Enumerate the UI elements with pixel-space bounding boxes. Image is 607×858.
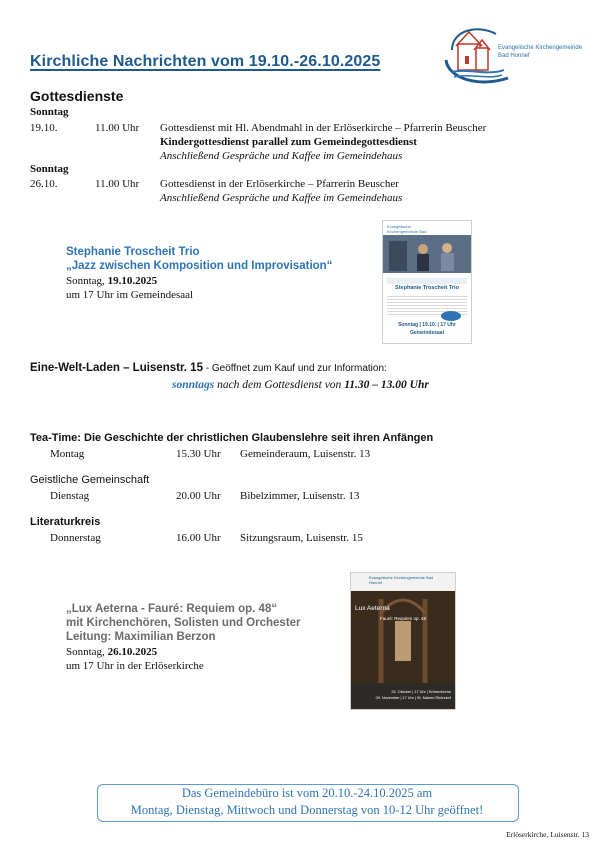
office-notice-line-1: Das Gemeindebüro ist vom 20.10.-24.10.2025 am xyxy=(181,786,433,800)
service-2-line-1: Gottesdienst in der Erlöserkirche – Pfarrerin Beuscher xyxy=(160,178,399,190)
logo-text xyxy=(498,44,582,60)
jazz-date-prefix: Sonntag, xyxy=(66,275,108,287)
group-3-time: 16.00 Uhr xyxy=(176,532,221,544)
footer-location: Erlöserkirche, Luisenstr. 13 xyxy=(506,830,589,839)
eine-welt-hours xyxy=(172,378,429,392)
jazz-date: 19.10.2025 xyxy=(107,275,158,287)
jazz-poster-name: Stephanie Troscheit Trio xyxy=(395,285,459,291)
service-1-line-3: Anschließend Gespräche und Kaffee im Gemeindehaus xyxy=(160,150,403,162)
eine-welt-mid: nach dem Gottesdienst von xyxy=(214,379,345,391)
requiem-poster xyxy=(350,572,456,710)
service-2-date: 26.10. xyxy=(30,178,58,190)
group-1-day: Montag xyxy=(50,448,85,460)
service-2-line-2: Anschließend Gespräche und Kaffee im Gemeindehaus xyxy=(160,192,403,204)
service-1-line-2: Kindergottesdienst parallel zum Gemeindegottesdienst xyxy=(160,136,417,148)
requiem-title-3: Leitung: Maximilian Berzon xyxy=(66,631,216,643)
logo-line-2: Bad Honnef xyxy=(498,53,530,59)
requiem-poster-foot-1: 26. Oktober | 17 Uhr | Erlöserkirche xyxy=(391,690,451,694)
requiem-poster-name: Lux Aeterna xyxy=(355,605,390,612)
service-1-day: Sonntag xyxy=(30,106,69,118)
office-notice-line-2: Montag, Dienstag, Mittwoch und Donnerstag von 10-12 Uhr geöffnet! xyxy=(130,803,484,817)
service-1-line-1: Gottesdienst mit Hl. Abendmahl in der Erlöserkirche – Pfarrerin Beuscher xyxy=(160,122,487,134)
jazz-poster-org: Evangelische Kirchengemeinde Bad xyxy=(387,224,427,234)
requiem-poster-foot-2: 09. November | 17 Uhr | St. Marien Rhöndorf xyxy=(375,696,451,700)
jazz-poster xyxy=(382,220,472,344)
jazz-date-line xyxy=(66,274,157,288)
requiem-date: 26.10.2025 xyxy=(107,646,158,658)
logo-line-1: Evangelische Kirchengemeinde xyxy=(498,45,583,51)
jazz-poster-footer-2: Gemeindesaal xyxy=(410,330,444,336)
group-2-day: Dienstag xyxy=(50,490,90,502)
jazz-poster-photo-icon xyxy=(383,235,471,273)
requiem-poster-sub: Fauré: Requiem op. 48 xyxy=(379,616,427,621)
group-3-place: Sitzungsraum, Luisenstr. 15 xyxy=(240,532,363,544)
requiem-place: um 17 Uhr in der Erlöserkirche xyxy=(66,660,204,672)
eine-welt-label: Eine-Welt-Laden – Luisenstr. 15 xyxy=(30,362,203,374)
group-2-title: Geistliche Gemeinschaft xyxy=(30,474,150,486)
requiem-title-1: „Lux Aeterna - Fauré: Requiem op. 48“ xyxy=(66,603,278,615)
group-1-title: Tea-Time: Die Geschichte der christlichen Glaubenslehre seit ihren Anfängen xyxy=(30,432,434,444)
requiem-date-line xyxy=(66,645,157,659)
requiem-title-2: mit Kirchenchören, Solisten und Orchester xyxy=(66,617,301,629)
jazz-title-2: „Jazz zwischen Komposition und Improvisation“ xyxy=(66,260,333,272)
requiem-date-prefix: Sonntag, xyxy=(66,646,108,658)
eine-welt-time: 11.30 – 13.00 Uhr xyxy=(344,379,429,391)
jazz-place: um 17 Uhr im Gemeindesaal xyxy=(66,289,194,301)
group-3-title: Literaturkreis xyxy=(30,516,101,528)
service-2-day: Sonntag xyxy=(30,163,69,175)
group-2-place: Bibelzimmer, Luisenstr. 13 xyxy=(240,490,360,502)
group-1-place: Gemeinderaum, Luisenstr. 13 xyxy=(240,448,371,460)
office-notice xyxy=(97,785,517,819)
jazz-title-1: Stephanie Troscheit Trio xyxy=(66,246,200,258)
jazz-poster-footer-1: Sonntag | 19.10. | 17 Uhr xyxy=(398,322,456,328)
group-1-time: 15.30 Uhr xyxy=(176,448,221,460)
eine-welt-day: sonntags xyxy=(172,379,215,391)
requiem-poster-org: Evangelische Kirchengemeinde Bad Honnef xyxy=(369,575,434,585)
group-2-time: 20.00 Uhr xyxy=(176,490,221,502)
services-heading: Gottesdienste xyxy=(30,88,124,104)
eine-welt-line xyxy=(30,358,387,376)
service-1-date: 19.10. xyxy=(30,122,58,134)
requiem-poster-footer xyxy=(355,689,451,701)
page-title: Kirchliche Nachrichten vom 19.10.-26.10.2025 xyxy=(30,53,381,70)
group-3-day: Donnerstag xyxy=(50,532,101,544)
service-1-time: 11.00 Uhr xyxy=(95,122,140,134)
service-2-time: 11.00 Uhr xyxy=(95,178,140,190)
eine-welt-rest: - Geöffnet zum Kauf und zur Information: xyxy=(202,363,387,374)
